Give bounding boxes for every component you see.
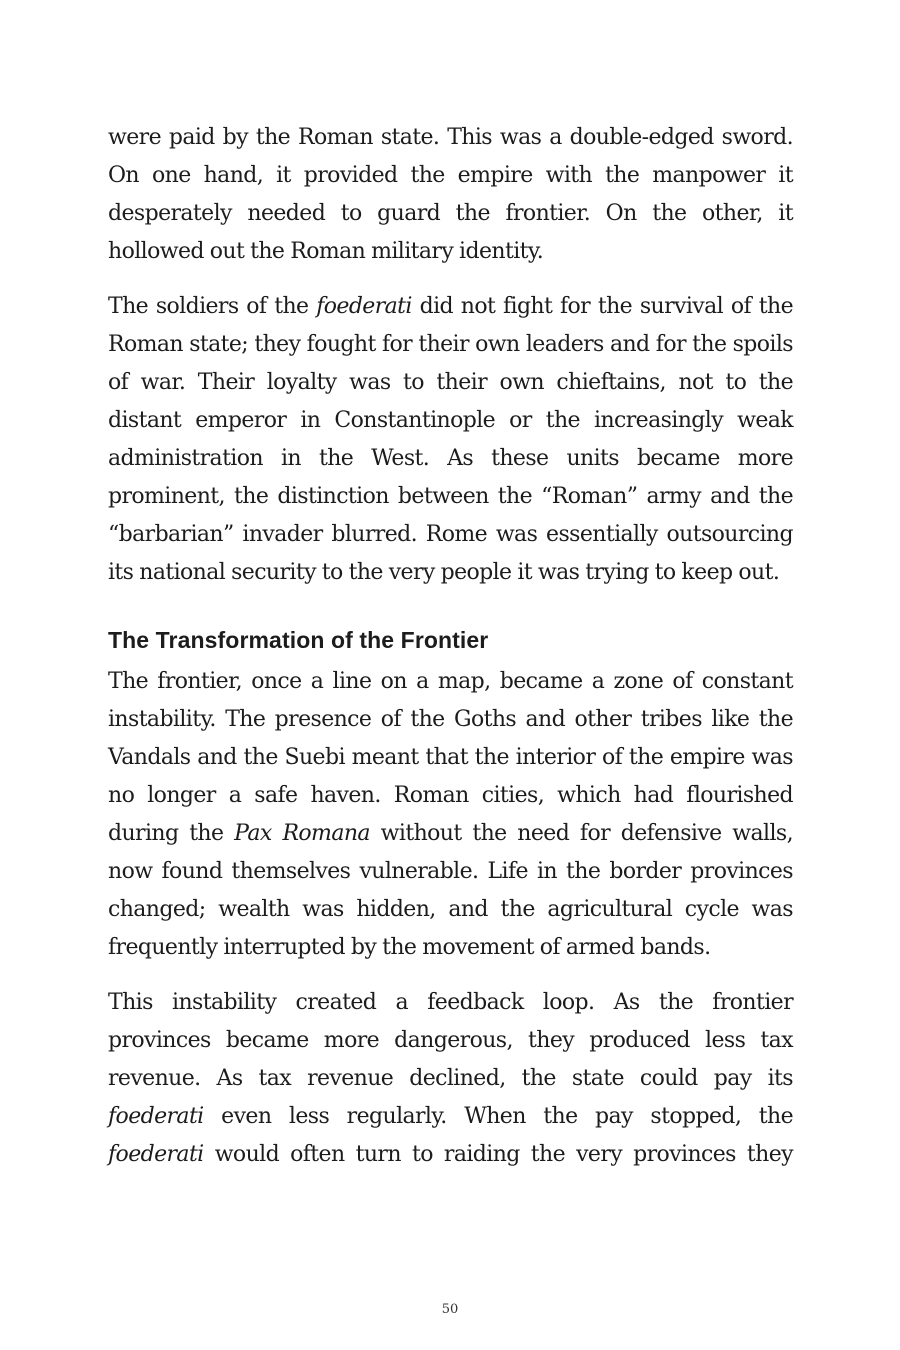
italic-term: foederati <box>316 294 412 319</box>
italic-term: Pax Romana <box>234 821 370 846</box>
page-body <box>108 119 793 1174</box>
paragraph-text: would often turn to raiding the very provinces they <box>203 1142 793 1167</box>
italic-term: foederati <box>108 1142 204 1167</box>
page-number: 50 <box>441 1302 459 1317</box>
body-paragraph <box>108 984 793 1174</box>
paragraph-text: were paid by the Roman state. This was a double-edged sword. On one hand, it provided the empire with the manpower it desperately needed to guard the frontier. On the other, it hollowed out the Roman military identity. <box>108 125 793 264</box>
body-paragraph <box>108 119 793 271</box>
paragraph-text: without the need for defensive walls, now found themselves vulnerable. Life in the border provinces changed; wealth was hidden, and the agricultural cycle was frequently interrupted by the movement of armed bands. <box>108 821 794 960</box>
body-paragraph <box>108 288 793 592</box>
section-heading: The Transformation of the Frontier <box>108 627 489 653</box>
paragraph-text: This instability created a feedback loop. As the frontier provinces became more dangerous, they produced less tax revenue. As tax revenue declined, the state could pay its <box>108 990 793 1091</box>
italic-term: foederati <box>108 1104 204 1129</box>
paragraph-text: The soldiers of the <box>108 294 317 319</box>
paragraph-text: even less regularly. When the pay stopped, the <box>203 1104 793 1129</box>
paragraph-text: did not fight for the survival of the Roman state; they fought for their own leaders and for the spoils of war. Their loyalty was to their own chieftains, not to the distant emperor in Constantinople or the increasingly weak administration in the West. As these units became more prominent, the distinction between the “Roman” army and the “barbarian” invader blurred. Rome was essentially outsourcing its national security to the very people it was trying to keep out. <box>108 294 793 585</box>
body-paragraph <box>108 663 793 967</box>
paragraph-text: The frontier, once a line on a map, became a zone of constant instability. The presence of the Goths and other tribes like the Vandals and the Suebi meant that the interior of the empire was no longer a safe haven. Roman cities, which had flourished during the <box>108 669 793 846</box>
